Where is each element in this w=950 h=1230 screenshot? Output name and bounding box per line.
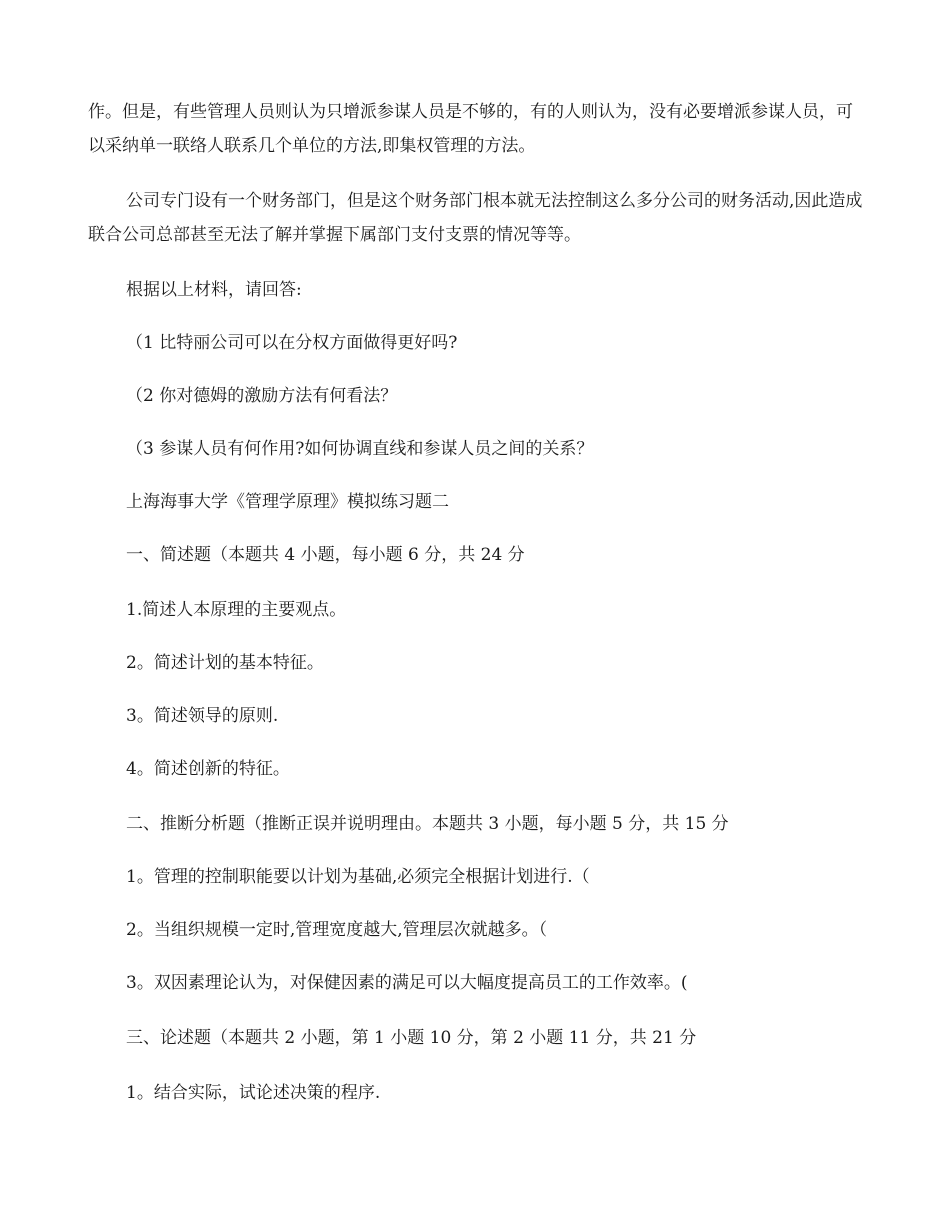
paragraph-staff-debate: 作。但是，有些管理人员则认为只增派参谋人员是不够的，有的人则认为，没有必要增派参谋人员，可以采纳单一联络人联系几个单位的方法,即集权管理的方法。 xyxy=(88,102,853,156)
section-2-item-3: 3。双因素理论认为，对保健因素的满足可以大幅度提高员工的工作效率。( xyxy=(126,973,688,993)
section-2-heading: 二、推断分析题（推断正误并说明理由。本题共 3 小题，每小题 5 分，共 15 分 xyxy=(126,814,729,834)
question-2: （2 你对德姆的激励方法有何看法？ xyxy=(126,386,398,406)
exercise-title: 上海海事大学《管理学原理》模拟练习题二 xyxy=(126,492,449,512)
section-1-heading: 一、简述题（本题共 4 小题，每小题 6 分，共 24 分 xyxy=(126,545,525,565)
section-1-item-3: 3。简述领导的原则. xyxy=(126,706,279,726)
section-3-heading: 三、论述题（本题共 2 小题，第 1 小题 10 分，第 2 小题 11 分，共 21 分 xyxy=(126,1028,697,1048)
section-2-item-1: 1。管理的控制职能要以计划为基础,必须完全根据计划进行.（ xyxy=(126,867,590,887)
section-1-item-1: 1.简述人本原理的主要观点。 xyxy=(126,600,347,620)
section-2-item-2: 2。当组织规模一定时,管理宽度越大,管理层次就越多。（ xyxy=(126,920,548,940)
section-3-item-1: 1。结合实际，试论述决策的程序. xyxy=(126,1083,381,1103)
section-1-item-4: 4。简述创新的特征。 xyxy=(126,759,290,779)
section-1-item-2: 2。简述计划的基本特征。 xyxy=(126,653,324,673)
question-prompt: 根据以上材料，请回答: xyxy=(126,280,302,300)
paragraph-finance-department: 公司专门设有一个财务部门，但是这个财务部门根本就无法控制这么多分公司的财务活动,因此造成联合公司总部甚至无法了解并掌握下属部门支付支票的情况等等。 xyxy=(88,191,863,245)
question-1: （1 比特丽公司可以在分权方面做得更好吗? xyxy=(126,333,458,353)
question-3: （3 参谋人员有何作用?如何协调直线和参谋人员之间的关系？ xyxy=(126,439,594,459)
